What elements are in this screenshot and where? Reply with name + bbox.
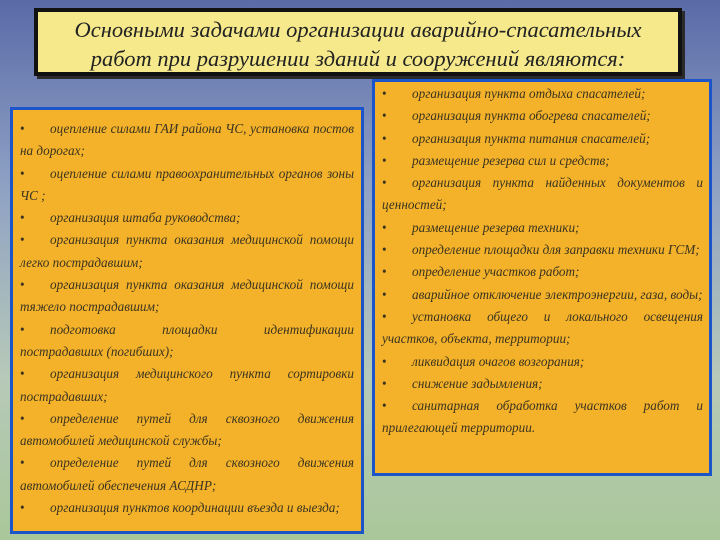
bullet-icon: •	[20, 321, 25, 337]
bullet-icon: •	[20, 121, 25, 136]
bullet-icon: •	[382, 108, 387, 124]
list-item	[382, 373, 703, 395]
list-item-text: определение участков работ;	[412, 264, 580, 280]
slide-title	[34, 8, 682, 76]
list-item	[382, 172, 703, 217]
bullet-icon: •	[20, 277, 25, 293]
bullet-icon: •	[382, 353, 387, 369]
list-item-text: ликвидация очагов возгорания;	[412, 353, 585, 369]
list-item	[382, 239, 703, 261]
list-item	[382, 395, 703, 440]
bullet-icon: •	[20, 210, 25, 226]
list-item	[382, 217, 703, 239]
list-item-text: организация пунктов координации въезда и выезда;	[50, 500, 340, 516]
list-item	[20, 118, 354, 163]
list-item-text: организация пункта оказания медицинской помощи тяжело пострадавшим;	[20, 277, 354, 315]
list-item-text: организация медицинского пункта сортировки пострадавших;	[20, 366, 354, 404]
bullet-icon: •	[20, 165, 25, 181]
list-item	[20, 319, 354, 364]
list-item-text: определение путей для сквозного движения автомобилей медицинской службы;	[20, 410, 354, 449]
list-item-text: организация пункта обогрева спасателей;	[412, 108, 651, 124]
list-item-text: организация пункта питания спасателей;	[412, 130, 651, 146]
list-item-text: организация пункта оказания медицинской помощи легко пострадавшим;	[20, 232, 354, 270]
list-item-text: организация пункта найденных документов и ценностей;	[382, 175, 703, 213]
bullet-icon: •	[382, 264, 387, 280]
list-item	[20, 163, 354, 208]
list-item	[20, 497, 354, 519]
bullet-icon: •	[382, 398, 387, 414]
bullet-icon: •	[382, 152, 387, 168]
list-item	[382, 128, 703, 150]
left-task-list	[10, 107, 364, 534]
list-item	[20, 274, 354, 319]
list-item-text: снижение задымления;	[412, 375, 543, 391]
bullet-icon: •	[382, 86, 387, 101]
list-item-text: аварийное отключение электроэнергии, газа, воды;	[412, 286, 703, 302]
bullet-icon: •	[382, 242, 387, 258]
list-item	[382, 150, 703, 172]
bullet-icon: •	[20, 232, 25, 248]
list-item-text: оцепление силами ГАИ района ЧС, установка постов на дорогах;	[20, 121, 354, 159]
list-item	[20, 408, 354, 453]
list-item-text: организация пункта отдыха спасателей;	[412, 86, 646, 101]
list-item	[382, 306, 703, 351]
list-item-text: установка общего и локального освещения участков, объекта, территории;	[382, 308, 703, 347]
bullet-icon: •	[20, 366, 25, 382]
list-item	[382, 83, 703, 105]
list-item-text: размещение резерва сил и средств;	[412, 152, 610, 168]
list-item	[382, 351, 703, 373]
bullet-icon: •	[382, 308, 387, 324]
title-line-1: Основными задачами организации аварийно-спасательных	[74, 17, 642, 42]
list-item-text: определение путей для сквозного движения автомобилей обеспечения АСДНР;	[20, 455, 354, 493]
bullet-icon: •	[20, 500, 25, 516]
list-item	[382, 284, 703, 306]
list-item	[20, 207, 354, 229]
title-line-2: работ при разрушении зданий и сооружений являются:	[90, 46, 626, 71]
list-item-text: организация штаба руководства;	[50, 210, 241, 226]
list-item-text: подготовка площадки идентификации пострадавших (погибших);	[20, 321, 354, 359]
list-item	[20, 229, 354, 274]
list-item	[20, 452, 354, 497]
bullet-icon: •	[382, 175, 387, 191]
list-item-text: санитарная обработка участков работ и прилегающей территории.	[382, 398, 703, 436]
bullet-icon: •	[382, 130, 387, 146]
right-task-list	[372, 79, 712, 476]
list-item-text: размещение резерва техники;	[412, 219, 580, 235]
list-item-text: определение площадки для заправки техники ГСМ;	[412, 242, 700, 258]
list-item	[20, 363, 354, 408]
bullet-icon: •	[20, 410, 25, 426]
bullet-icon: •	[20, 455, 25, 471]
bullet-icon: •	[382, 286, 387, 302]
bullet-icon: •	[382, 375, 387, 391]
bullet-icon: •	[382, 219, 387, 235]
list-item-text: оцепление силами правоохранительных органов зоны ЧС ;	[20, 165, 354, 203]
list-item	[382, 105, 703, 127]
list-item	[382, 261, 703, 283]
